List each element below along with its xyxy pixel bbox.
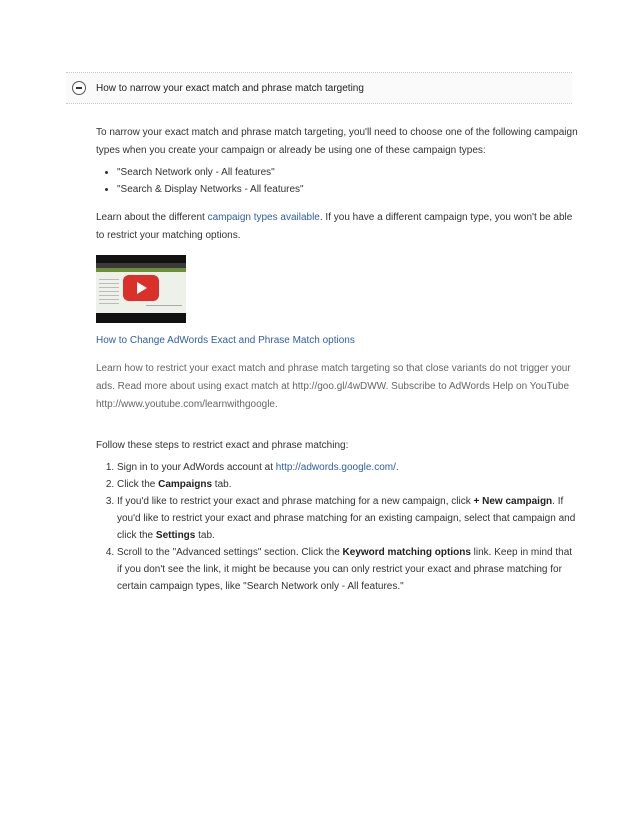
minus-bar xyxy=(76,87,82,89)
step-item xyxy=(117,544,578,595)
step-text: . If you'd like to restrict your exact and phrase matching for an existing campaign, select that campaign and click the xyxy=(117,496,576,541)
campaign-types-list xyxy=(96,164,578,198)
play-icon[interactable] xyxy=(123,275,159,301)
learn-text-after: . If you have a different campaign type, you won't be able to restrict your matching options. xyxy=(96,212,573,241)
steps-list xyxy=(96,459,578,595)
list-item: • "Search Network only - All features" xyxy=(117,164,578,181)
step-item xyxy=(117,459,578,476)
article-content xyxy=(96,124,578,595)
campaigns-tab-label: Campaigns xyxy=(158,479,213,490)
screenshot-navbar xyxy=(96,268,186,272)
step-text: Scroll to the "Advanced settings" section. Click the xyxy=(117,547,343,558)
step-text: Sign in to your AdWords account at xyxy=(117,462,276,473)
video-title-link[interactable] xyxy=(96,332,578,350)
learn-text-before: Learn about the different xyxy=(96,212,208,223)
step-text: link. Keep in mind that if you don't see the link, it might be because you can only restrict your exact and phrase matching for certain campaign types, like "Search Network only - All features." xyxy=(117,547,573,592)
step-item xyxy=(117,493,578,544)
learn-paragraph xyxy=(96,209,578,245)
step-text: Click the xyxy=(117,479,159,490)
collapse-minus-icon[interactable] xyxy=(72,81,86,95)
step-text: tab. xyxy=(195,530,215,541)
play-triangle xyxy=(137,282,147,294)
list-item: • "Search & Display Networks - All features" xyxy=(117,181,578,198)
campaign-types-link[interactable]: campaign types available xyxy=(207,212,320,223)
adwords-link[interactable]: http://adwords.google.com/ xyxy=(275,462,396,473)
keyword-matching-options-label: Keyword matching options xyxy=(342,547,471,558)
video-description: Learn how to restrict your exact match and phrase match targeting so that close variants do not trigger your ads. Read more about using exact match at http://goo.gl/4wDWW. Subscribe to AdWords Help on YouTube http://www.youtube.com/learnwithgoogle. xyxy=(96,363,571,410)
step-item xyxy=(117,476,578,493)
video-title[interactable]: How to Change AdWords Exact and Phrase Match options xyxy=(96,335,355,346)
step-text: If you'd like to restrict your exact and phrase matching for a new campaign, click xyxy=(117,496,474,507)
section-header[interactable] xyxy=(66,72,572,104)
step-text: tab. xyxy=(212,479,232,490)
video-thumbnail[interactable] xyxy=(96,255,186,323)
section-title: How to narrow your exact match and phrase match targeting xyxy=(96,82,364,94)
steps-intro: Follow these steps to restrict exact and phrase matching: xyxy=(96,440,349,451)
intro-paragraph: To narrow your exact match and phrase match targeting, you'll need to choose one of the following campaign types when you create your campaign or already be using one of these campaign types: xyxy=(96,127,578,156)
step-text: . xyxy=(395,462,399,473)
new-campaign-label: + New campaign xyxy=(473,496,553,507)
screenshot-sidebar xyxy=(99,276,119,306)
settings-tab-label: Settings xyxy=(155,530,196,541)
